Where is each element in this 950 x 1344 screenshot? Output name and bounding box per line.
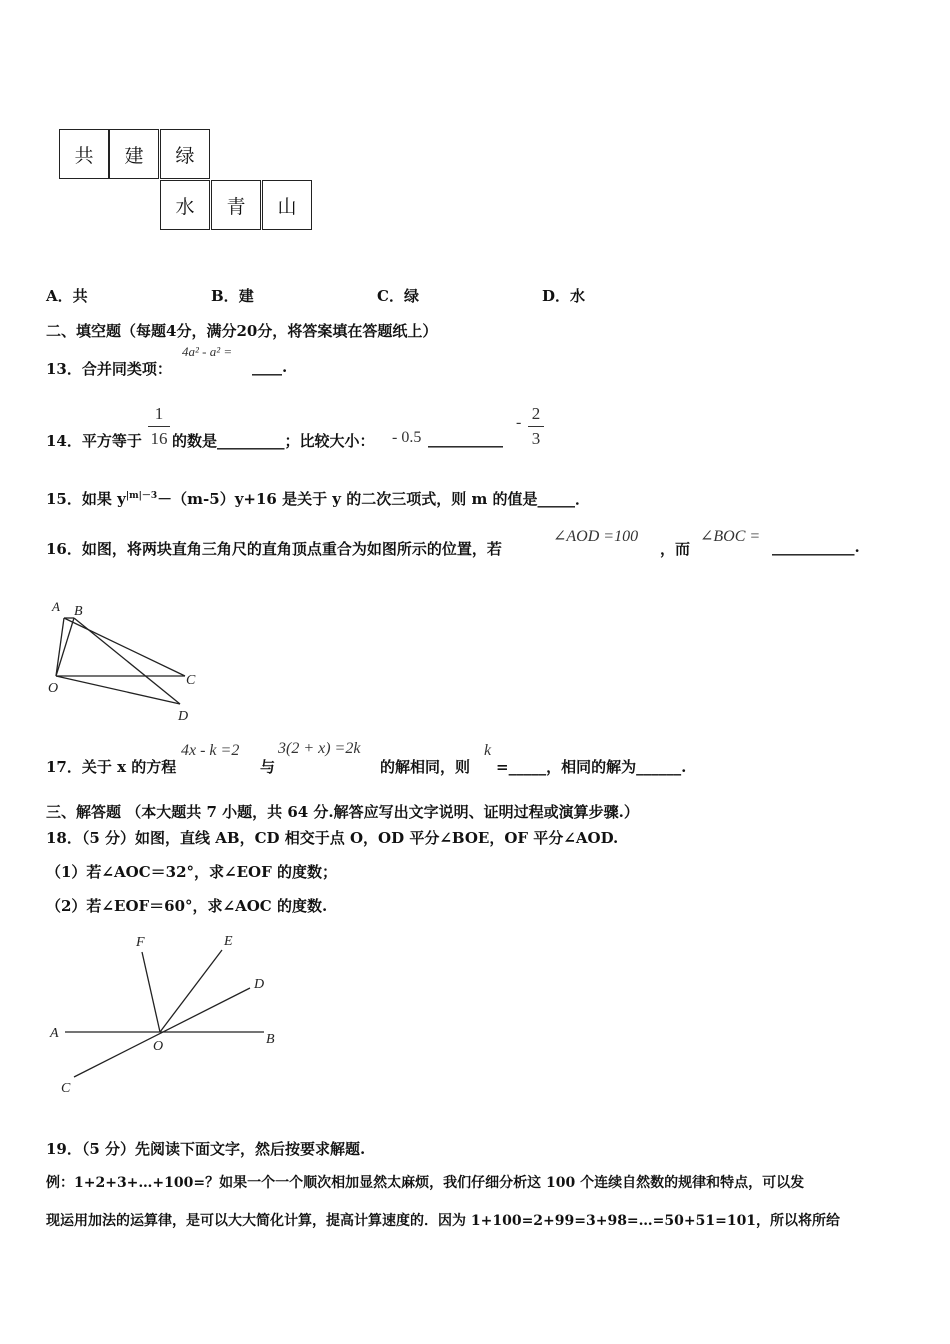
q14-text2: 的数是_________；比较大小： xyxy=(172,432,375,450)
q16-expr2: ∠BOC = xyxy=(700,528,761,545)
q14-fraction-1-16 xyxy=(148,404,170,449)
q14-frac2-num: 2 xyxy=(531,404,541,423)
fig16-line-oa xyxy=(56,618,64,676)
q14-text1: 14．平方等于 xyxy=(46,432,142,450)
figure-18-lines xyxy=(40,928,290,1100)
q15-text1: 15．如果 y xyxy=(46,490,126,508)
q14-blank: __________ xyxy=(428,430,503,448)
q17-text4: =_____，相同的解为______. xyxy=(496,758,687,776)
fig18-ray-of xyxy=(142,952,160,1032)
fig16-label-c: C xyxy=(186,673,196,688)
option-b: B．建 xyxy=(211,287,254,305)
fig18-ray-oe xyxy=(160,950,222,1032)
q17-text3: 的解相同，则 xyxy=(380,758,471,776)
fig16-label-d: D xyxy=(178,709,189,724)
q17-eq2: 3(2 + x) =2k xyxy=(278,740,361,757)
q13-text: 13．合并同类项： xyxy=(46,360,172,378)
fig18-label-e: E xyxy=(224,934,233,949)
q18-part2: （2）若∠EOF＝60°，求∠AOC 的度数. xyxy=(46,897,328,915)
q19-line1: 例：1+2+3+…+100=？如果一个一个顺次相加显然太麻烦，我们仔细分析这 100 个连续自然数的规律和特点，可以发 xyxy=(46,1175,805,1191)
q15-text2: －（m-5）y+16 是关于 y 的二次三项式，则 m 的值是_____． xyxy=(157,490,591,508)
q17-k: k xyxy=(484,742,492,759)
net-cell: 水 xyxy=(160,180,210,230)
q17-eq1: 4x - k =2 xyxy=(181,742,240,759)
option-d: D．水 xyxy=(542,287,586,305)
net-cell: 建 xyxy=(109,129,159,179)
fig18-label-c: C xyxy=(61,1081,71,1096)
fig16-line-bd xyxy=(74,618,180,704)
section2-heading: 二、填空题（每题4分，满分20分，将答案填在答题纸上） xyxy=(46,322,438,340)
q16-text1: 16．如图，将两块直角三角尺的直角顶点重合为如图所示的位置，若 xyxy=(46,540,502,558)
q16-expr1: ∠AOD =100 xyxy=(553,528,639,545)
fig16-line-ac xyxy=(64,618,185,676)
fig18-label-f: F xyxy=(136,935,145,950)
section3-heading: 三、解答题 （本大题共 7 小题，共 64 分.解答应写出文字说明、证明过程或演算步骤.） xyxy=(46,803,639,821)
q14-fraction-2-3 xyxy=(528,404,544,449)
fig18-label-d: D xyxy=(254,977,265,992)
q14-frac2-den: 3 xyxy=(531,429,541,448)
net-cell: 共 xyxy=(59,129,109,179)
q15-exponent: |m|－3 xyxy=(125,491,158,501)
q19-stem: 19．（5 分）先阅读下面文字，然后按要求解题. xyxy=(46,1140,366,1158)
q17-text1: 17．关于 x 的方程 xyxy=(46,758,177,776)
fig18-label-o: O xyxy=(153,1039,164,1054)
q17-text2: 与 xyxy=(260,758,276,776)
fig16-line-od xyxy=(56,676,180,704)
fig18-label-b: B xyxy=(266,1032,275,1047)
q13-expr: 4a² - a² = xyxy=(182,344,233,359)
net-cell: 绿 xyxy=(160,129,210,179)
q19-line2: 现运用加法的运算律，是可以大大简化计算，提高计算速度的．因为 1+100=2+99=3+98=…=50+51=101，所以将所给 xyxy=(46,1213,841,1229)
q14-frac1-den: 16 xyxy=(150,429,168,448)
q18-part1: （1）若∠AOC＝32°，求∠EOF 的度数； xyxy=(46,863,337,881)
q14-frac1-num: 1 xyxy=(154,404,164,423)
fig16-line-ob xyxy=(56,618,74,676)
figure-16-triangles xyxy=(40,596,210,726)
fig16-label-o: O xyxy=(48,681,59,696)
fig16-label-a: A xyxy=(52,599,60,614)
option-a: A．共 xyxy=(46,287,88,305)
q14-value: - 0.5 xyxy=(392,429,422,446)
q16-text2: ，而 xyxy=(660,540,691,558)
q14-neg: - xyxy=(516,414,522,431)
fig16-label-b: B xyxy=(74,604,83,619)
q18-stem: 18．（5 分）如图，直线 AB，CD 相交于点 O，OD 平分∠BOE，OF 平分∠AOD. xyxy=(46,829,619,847)
option-c: C．绿 xyxy=(377,287,419,305)
net-cell: 青 xyxy=(211,180,261,230)
q16-blank: ___________. xyxy=(772,538,860,556)
q13-blank: ____. xyxy=(252,358,288,376)
fig18-label-a: A xyxy=(50,1026,59,1041)
net-cell: 山 xyxy=(262,180,312,230)
question-15 xyxy=(46,488,590,509)
